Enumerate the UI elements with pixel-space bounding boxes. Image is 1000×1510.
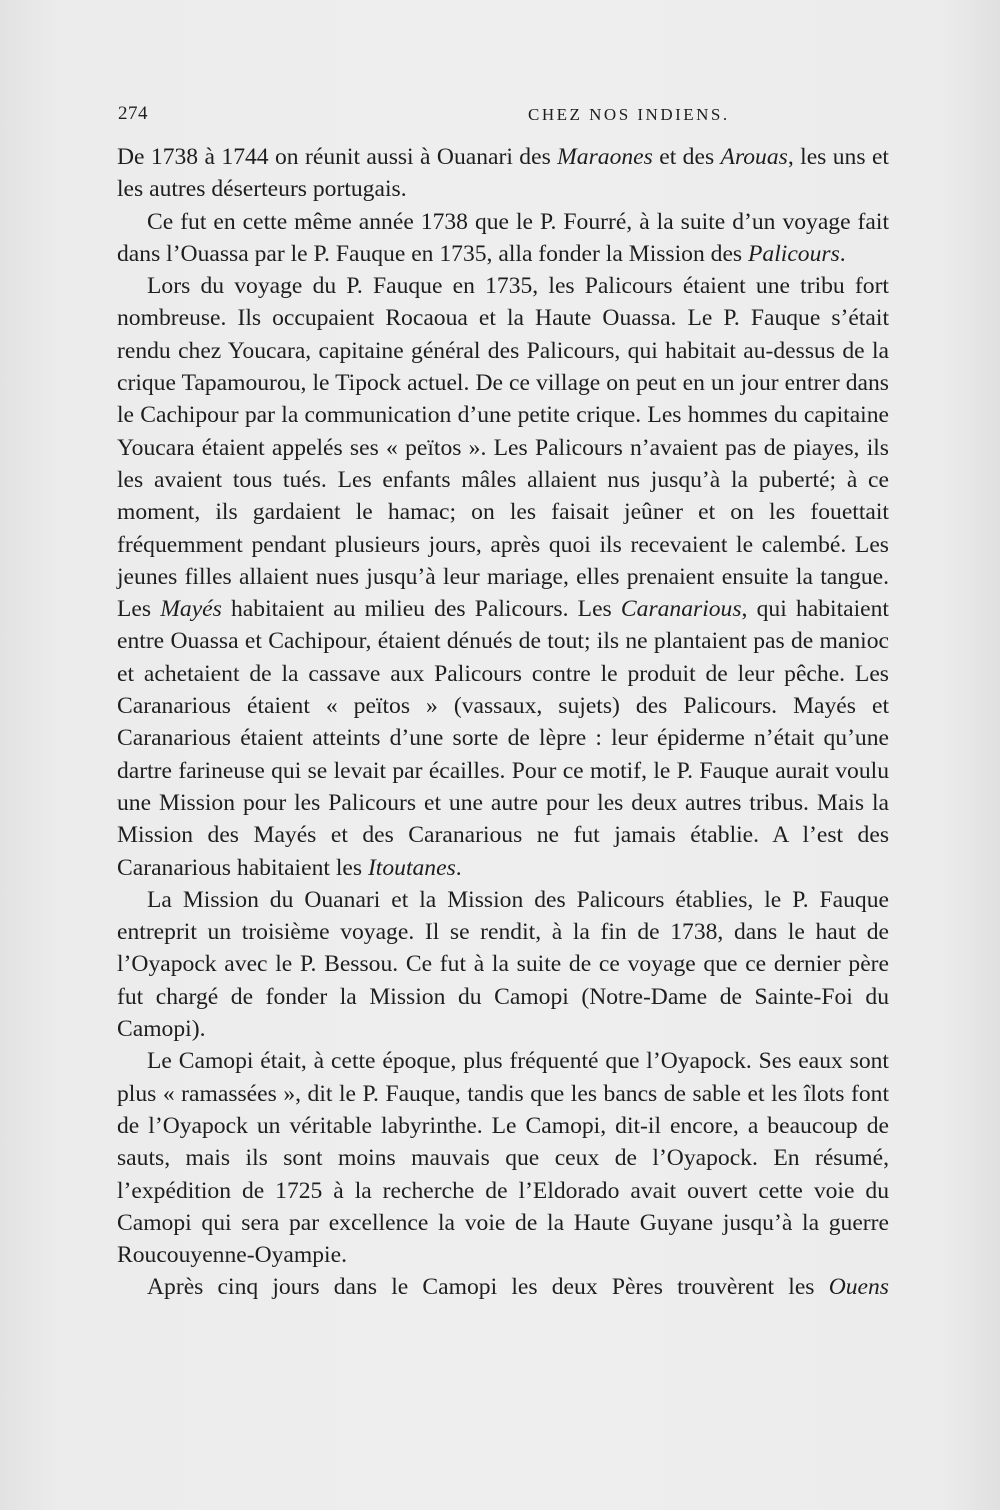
text-run: , qui habitaient entre Ouassa et Cachipour, étaient dénués de tout; ils ne plantaient pas de manioc et achetaient de la cassave aux Palicours contre le produit de leur pêche. Les Caranarious étaient « peïtos » (vassaux, sujets) des Palicours. Mayés et Caranarious étaient atteints d’une sorte de lèpre : leur épiderme n’était qu’une dartre farineuse qui se levait par écailles. Pour ce motif, le P. Fauque aurait voulu une Mission pour les Palicours et une autre pour les deux autres tribus. Mais la Mission des Mayés et des Caranarious ne fut jamais établie. A l’est des Caranarious habitaient les (117, 596, 889, 881)
text-run: Après cinq jours dans le Camopi les deux Pères trouvèrent les (147, 1274, 829, 1301)
italic-name: Maraones (557, 144, 653, 170)
italic-name: Arouas (720, 144, 788, 170)
text-run: . (839, 240, 846, 267)
italic-name: Caranarious (620, 596, 742, 623)
paragraph (117, 141, 889, 206)
running-head (118, 103, 888, 127)
text-run: Le Camopi était, à cette époque, plus fréquenté que l’Oyapock. Ses eaux sont plus « ramassées », dit le P. Fauque, tandis que les bancs de sable et les îlots font de l’Oyapock un véritable labyrinthe. Le Camopi, dit-il encore, a beaucoup de sauts, mais ils sont moins mauvais que ceux de l’Oyapock. En résumé, l’expédition de 1725 à la recherche de l’Eldorado avait ouvert cette voie du Camopi qui sera par excellence la voie de la Haute Guyane jusqu’à la guerre Roucouyenne-Oyampie. (117, 1048, 889, 1269)
paragraph (117, 270, 889, 884)
text-run: Ce fut en cette même année 1738 que le P. Fourré, à la suite d’un voyage fait dans l’Ouassa par le P. Fauque en 1735, alla fonder la Mission des (117, 208, 889, 267)
paragraph (117, 1045, 889, 1271)
text-run: habitaient au milieu des Palicours. Les (221, 596, 621, 623)
running-title: CHEZ NOS INDIENS. (528, 105, 730, 124)
paragraph (117, 1271, 889, 1303)
paragraph (117, 206, 889, 271)
page-number: 274 (118, 103, 148, 124)
text-run: , les uns et les autres déserteurs portugais. (117, 144, 889, 203)
paragraph (117, 884, 889, 1045)
italic-name: Mayés (160, 596, 222, 623)
italic-name: Itoutanes (367, 854, 456, 881)
text-run: . (455, 854, 462, 881)
italic-name: Ouens (828, 1274, 889, 1301)
text-run: De 1738 à 1744 on réunit aussi à Ouanari des (117, 144, 558, 170)
text-run: et des (652, 144, 721, 170)
text-run: Lors du voyage du P. Fauque en 1735, les Palicours étaient une tribu fort nombreuse. Ils occupaient Rocaoua et la Haute Ouassa. Le P. Fauque s’était rendu chez Youcara, capitaine général des Palicours, qui habitait au-dessus de la crique Tapamourou, le Tipock actuel. De ce village on peut en un jour entrer dans le Cachipour par la communication d’une petite crique. Les hommes du capitaine Youcara étaient appelés ses « peïtos ». Les Palicours n’avaient pas de piayes, ils les avaient tous tués. Les enfants mâles allaient nus jusqu’à la puberté; à ce moment, ils gardaient le hamac; on les faisait jeûner et on les fouettait fréquemment pendant plusieurs jours, après quoi ils recevaient le calembé. Les jeunes filles allaient nues jusqu’à leur mariage, elles prenaient ensuite la tangue. Les (117, 273, 889, 623)
italic-name: Palicours (748, 240, 840, 267)
text-run: La Mission du Ouanari et la Mission des Palicours établies, le P. Fauque entreprit un troisième voyage. Il se rendit, à la fin de 1738, dans le haut de l’Oyapock avec le P. Bessou. Ce fut à la suite de ce voyage que ce dernier père fut chargé de fonder la Mission du Camopi (Notre-Dame de Sainte-Foi du Camopi). (117, 886, 889, 1043)
body-text (117, 141, 889, 1304)
